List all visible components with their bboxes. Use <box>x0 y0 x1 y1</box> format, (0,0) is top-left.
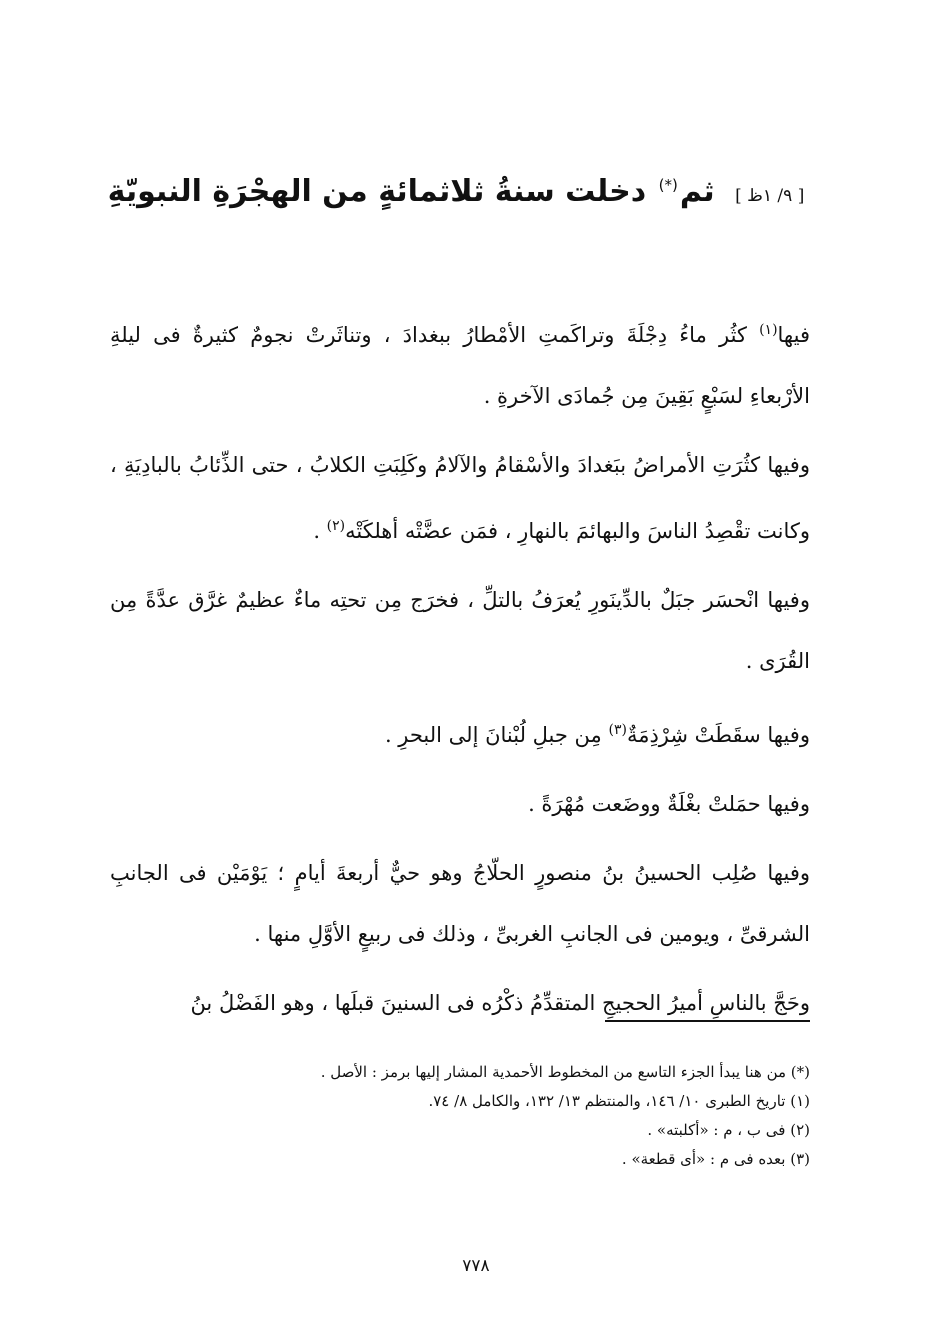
paragraph: وفيها حمَلتْ بغْلَةٌ ووضَعت مُهْرَةً . <box>528 792 810 816</box>
heading-word: ثم <box>679 174 715 209</box>
footnote-ref: (١) <box>759 322 778 338</box>
footnote: (١) تاريخ الطبرى ١٠/ ١٤٦، والمنتظم ١٣/ ١٣٢، والكامل ٨/ ٧٤. <box>428 1092 810 1110</box>
paragraph: فيها$^{(١)}$ كثُر ماءُ دِجْلَةَ وتراكَمتِ الأمْطارُ ببغدادَ ، وتناثَرتْ نجومٌ كثيرةٌ فى ليلةِ الأرْبعاءِ لسَبْعٍ بَقِينَ مِن جُمادَى الآخرةِ . <box>110 322 810 408</box>
page-number: ٧٧٨ <box>462 1256 490 1276</box>
chapter-heading <box>100 160 812 221</box>
paragraph: وفيها انْحسَر جبَلٌ بالدِّينَورِ يُعرَفُ بالتلِّ ، فخرَج مِن تحتِه ماءٌ عظيمٌ غرَّق عدَّةً مِن القُرَى . <box>110 588 810 673</box>
body-text <box>110 300 810 1042</box>
footnote: (٣) بعده فى م : «أى قطعة» . <box>621 1150 810 1168</box>
folio-marker: [ ٩/ ١ظ ] <box>735 186 805 206</box>
paragraph: وفيها كثُرَتِ الأمراضُ ببَغدادَ والأسْقامُ والآلامُ وكَلِبَتِ الكلابُ ، حتى الذِّئابُ بالبادِيَةِ ، وكانت تقْصِدُ الناسَ والبهائمَ بالنهارِ ، فمَن عضَّتْه أهلكَتْه$^{(٢)}$ . <box>110 453 810 543</box>
footnote-ref: (٢) <box>326 518 346 534</box>
paragraph: وفيها صُلِب الحسينُ بنُ منصورٍ الحلّاجُ وهو حيٌّ أربعةَ أيامٍ ؛ يَوْمَيْن فى الجانبِ الشرقىِّ ، ويومين فى الجانبِ الغربىِّ ، وذلك فى ربيعٍ الأوَّلِ منها . <box>110 861 810 946</box>
heading-footnote-mark: (*) <box>658 176 678 194</box>
footnotes <box>110 1058 810 1174</box>
heading-title: دخلت سنةُ ثلاثمائةٍ من الهجْرَةِ النبويّةِ <box>107 174 647 209</box>
paragraph: وفيها سقَطَتْ شِرْذِمَةٌ$^{(٣)}$ مِن جبلِ لُبْنانَ إلى البحرِ . <box>384 722 810 747</box>
footnote-ref: (٣) <box>608 722 627 738</box>
paragraph: وحَجَّ بالناسِ أميرُ الحجيجِ المتقدِّمُ ذكْرُه فى السنينَ قبلَها ، وهو الفَضْلُ بنُ <box>190 991 810 1015</box>
footnote: (*) من هنا يبدأ الجزء التاسع من المخطوط الأحمدية المشار إليها برمز : الأصل . <box>320 1063 810 1081</box>
footnote-divider <box>605 1020 810 1022</box>
footnote: (٢) فى ب ، م : «أكلبته» . <box>647 1121 810 1139</box>
